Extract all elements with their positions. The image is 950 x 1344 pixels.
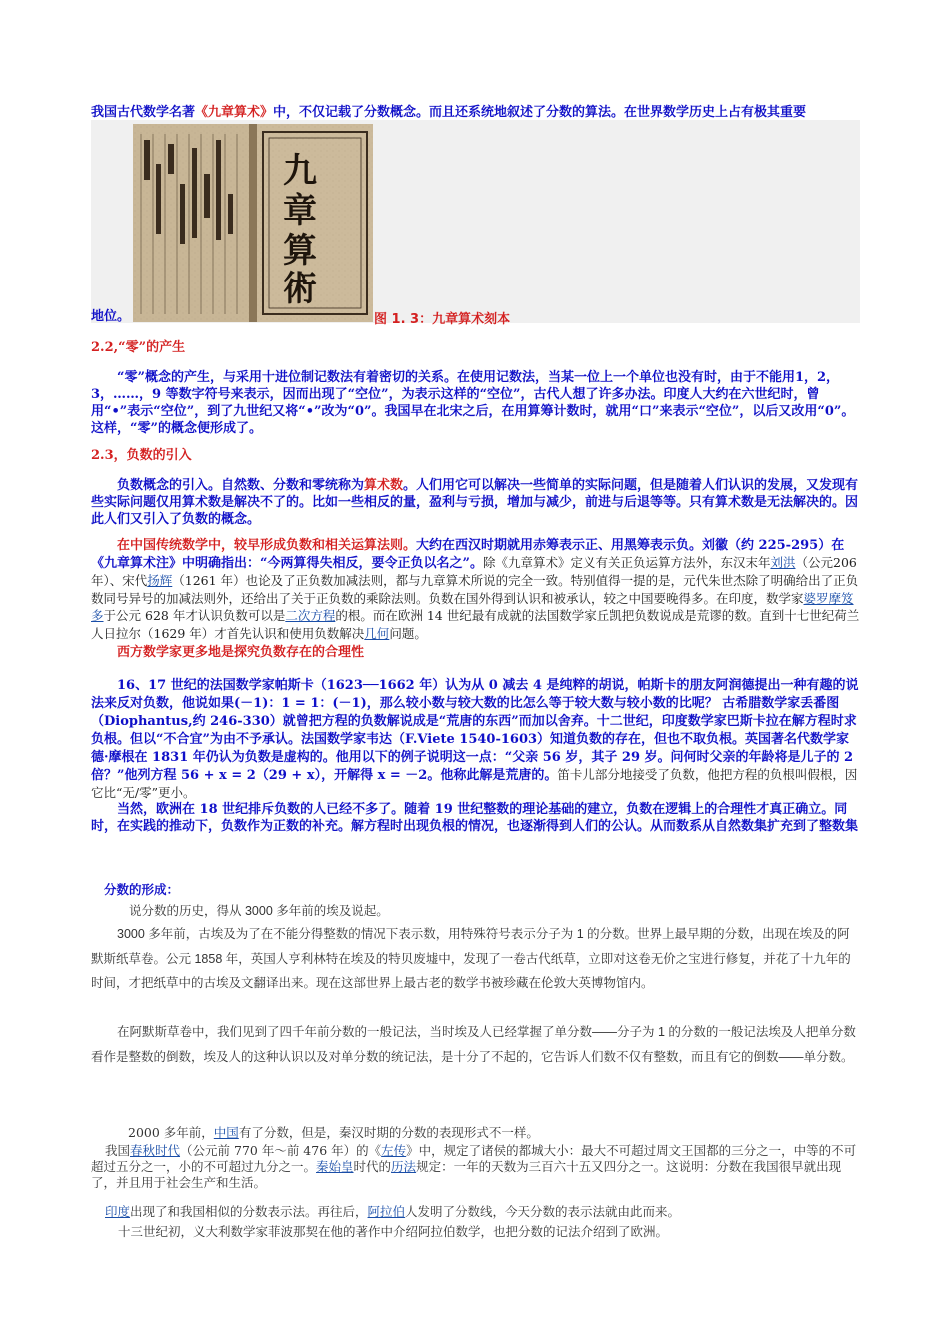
p6-text-a: 出现了和我国相似的分数表示法。再往后， <box>130 1204 368 1219</box>
p1-red-term: 算术数 <box>364 478 404 493</box>
intro-line <box>91 104 860 121</box>
section-2-3-p1 <box>91 477 860 528</box>
book-photo <box>133 124 373 322</box>
figure-caption: 图 1. 3：九章算术刻本 <box>374 312 511 327</box>
link-brahmagupta[interactable]: 婆罗摩笈多 <box>91 590 854 623</box>
section-2-3-p4: 当然，欧洲在 18 世纪排斥负数的人已经不多了。随着 19 世纪整数的理论基础的建立，负数在逻辑上的合理性才真正确立。同时，在实践的推动下，负数作为正数的补充。解方程时出现负根的情况，也逐渐得到人们的公认。从而数系从自然数集扩充到了整数集 <box>91 802 859 834</box>
fractions-p2: 3000 多年前，古埃及为了在不能分得整数的情况下表示数，用特殊符号表示分子为 1 的分数。世界上最早期的分数，出现在埃及的阿默斯纸草卷。公元 1858 年，英国人亨利林特在埃及的特贝废墟中，发现了一卷古代纸草，立即对这卷无价之宝进行修复，并花了十九年的时间，才把纸草中的古埃及文翻译出来。现在这部世界上最古老的数学书被珍藏在伦敦大英博物馆内。 <box>91 927 851 990</box>
section-2-2-title: “零”的产生 <box>118 340 186 355</box>
p2-text-6: 问题。 <box>389 625 427 641</box>
link-zuozhuan[interactable]: 左传 <box>381 1143 407 1158</box>
p5-text-d: 时代的 <box>353 1159 392 1174</box>
book-title-char-2: 章 <box>283 191 317 231</box>
p2-text-1: 除《九章算术》定义有关正负运算方法外，东汉末年 <box>482 555 771 570</box>
link-geometry[interactable]: 几何 <box>364 625 390 641</box>
link-quadratic-equation[interactable]: 二次方程 <box>285 608 336 623</box>
p1-text-a: 负数概念的引入。自然数、分数和零统称为 <box>117 478 365 493</box>
book-title-char-1: 九 <box>283 151 317 191</box>
book-title-char-3: 算 <box>283 231 317 271</box>
fractions-p6 <box>105 1204 860 1220</box>
link-china[interactable]: 中国 <box>213 1125 239 1140</box>
fractions-p5 <box>91 1143 860 1191</box>
fractions-p7: 十三世纪初，义大利数学家菲波那契在他的著作中介绍阿拉伯数学，也把分数的记法介绍到了欧洲。 <box>118 1224 669 1239</box>
p3-blue-text: 16、17 世纪的法国数学家帕斯卡（1623──1662 年）认为从 0 减去 4 是纯粹的胡说，帕斯卡的朋友阿润德提出一种有趣的说法来反对负数，他说如果(－1)：1 = 1：(－1)，那么较小数与较大数的比怎么等于较大数与较小数的比呢？ 古希腊数学家丢番图（Diophantus,约 246-330）就曾把方程的负数解说成是“荒唐的东西”而加以舍弃。十二世纪，印度数学家巴斯卡拉在解方程时求负根。但以“不合宜”为由不予承认。法国数学家韦达（F.Viete 1540-1603）知道负数的存在，但也不取负根。英国著名代数学家德·摩根在 1831 年仍认为负数是虚构的。他用以下的例子说明这一点：“父亲 56 岁，其子 29 岁。问何时父亲的年龄将是儿子的 2 倍？”他列方程 56 + x = 2（29 + x），开解得 x = －2。他称此解是荒唐的。 <box>91 678 859 783</box>
intro-text-1: 我国古代数学名著 <box>91 105 196 120</box>
p5-text-b: （公元前 770 年～前 476 年）的《 <box>180 1143 382 1158</box>
section-2-3-p3 <box>91 676 860 801</box>
p2-text-2: （公元206 年）、宋代 <box>91 555 857 588</box>
section-2-2-heading <box>91 339 860 356</box>
p2-text-4: 于公元 628 年才认识负数可以是 <box>103 608 286 623</box>
p2-red-lead: 在中国传统数学中，较早形成负数和相关运算法则。 <box>117 538 417 553</box>
link-chunqiu[interactable]: 春秋时代 <box>130 1143 181 1158</box>
p2-blue-text: 大约在西汉时期就用赤筹表示正、用黑筹表示负。刘徽（约 225-295）在《九章算术注》中明确指出：“今两算得失相反，要令正负以名之”。 <box>91 538 845 571</box>
intro-text-2: 中，不仅记载了分数概念。而且还系统地叙述了分数的算法。在世界数学历史上占有极其重要 <box>273 105 807 120</box>
fractions-p3: 在阿默斯草卷中，我们见到了四千年前分数的一般记法，当时埃及人已经掌握了单分数——分子为 1 的分数的一般记法埃及人把单分数看作是整数的倒数，埃及人的这种认识以及对单分数的统记法，是十分了不起的，它告诉人们数不仅有整数，而且有它的倒数——单分数。 <box>91 1025 856 1064</box>
intro-book-title: 《九章算术》 <box>195 105 274 120</box>
section-2-2-number: 2.2, <box>91 340 119 355</box>
fractions-heading: 分数的形成： <box>104 883 180 897</box>
fractions-p1: 说分数的历史，得从 3000 多年前的埃及说起。 <box>129 904 389 918</box>
intro-tail: 地位。 <box>91 309 131 324</box>
p4-text-a: 2000 多年前， <box>128 1125 214 1140</box>
link-arab[interactable]: 阿拉伯 <box>367 1204 406 1219</box>
p5-text-c: 》中，规定了诸侯的都城大小：最大不可超过周文王国都的三分之一，中等的不可超过五分之一，小的不可超过九分之一。 <box>91 1143 857 1174</box>
p4-text-b: 有了分数，但是，秦汉时期的分数的表现形式不一样。 <box>238 1125 539 1140</box>
link-yanghui[interactable]: 扬辉 <box>147 573 173 588</box>
p5-text-a: 我国 <box>105 1143 131 1158</box>
west-subheading: 西方数学家更多地是探究负数存在的合理性 <box>117 645 365 660</box>
link-lifa[interactable]: 历法 <box>391 1159 417 1174</box>
p3-dark-text: 笛卡儿部分地接受了负数，他把方程的负根叫假根，因它比“无/零”更小。 <box>91 767 858 800</box>
fractions-p4 <box>128 1125 848 1141</box>
section-2-2-body: “零”概念的产生，与采用十进位制记数法有着密切的关系。在使用记数法，当某一位上一个单位也没有时，由于不能用1，2，3，……，9 等数字符号来表示，因而出现了“空位”，为表示这样的“空位”，古代人想了许多办法。印度人大约在六世纪时，曾用“•”表示“空位”，到了九世纪又将“•”改为“0”。我国早在北宋之后，在用算筹计数时，就用“口”来表示“空位”，以后又改用“0”。这样，“零”的概念便形成了。 <box>91 370 855 436</box>
book-title-char-4: 術 <box>283 269 317 309</box>
section-2-3-p2 <box>91 537 860 642</box>
p6-text-b: 人发明了分数线，今天分数的表示法就由此而来。 <box>405 1204 681 1219</box>
p2-text-3: （1261 年）也论及了正负数加减法则，都与九章算术所说的完全一致。特别值得一提的是，元代朱世杰除了明确给出了正负数同号异号的加减法则外，还给出了关于正负数的乘除法则。负数在国外得到认识和被承认，较之中国要晚得多。在印度，数学家 <box>91 573 859 606</box>
p5-text-e: 规定：一年的天数为三百六十五又四分之一。这说明：分数在我国很早就出现了，并且用于社会生产和生活。 <box>91 1159 842 1190</box>
link-liuhong[interactable]: 刘洪 <box>770 555 796 570</box>
link-qinshihuang[interactable]: 秦始皇 <box>316 1159 354 1174</box>
section-2-3-heading: 2.3，负数的引入 <box>91 448 192 463</box>
p1-text-b: 。人们用它可以解决一些简单的实际问题，但是随着人们认识的发展，又发现有些实际问题仅用算术数是解决不了的。比如一些相反的量，盈利与亏损，增加与减少，前进与后退等等。只有算术数是无法解决的。因此人们又引入了负数的概念。 <box>91 478 859 527</box>
link-india[interactable]: 印度 <box>105 1204 131 1219</box>
p2-text-5: 的根。而在欧洲 14 世纪最有成就的法国数学家丘凯把负数说成是荒谬的数。直到十七世纪荷兰人日拉尔（1629 年）才首先认识和使用负数解决 <box>91 608 860 641</box>
